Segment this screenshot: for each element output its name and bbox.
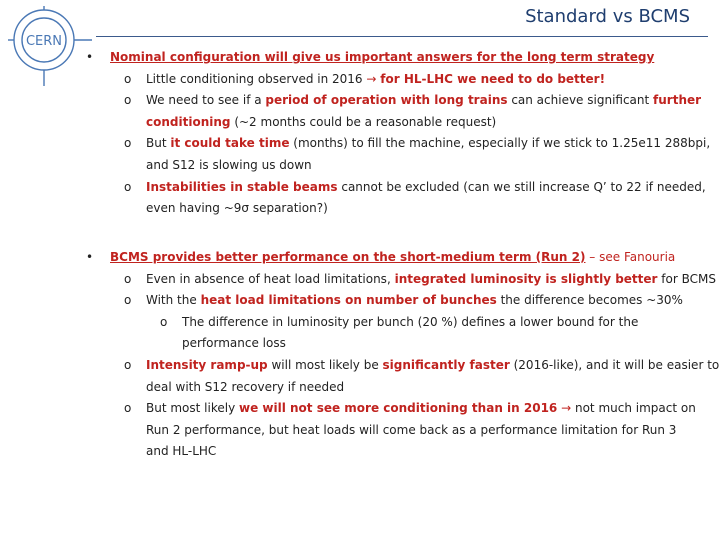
sub-bullet-continuation (86, 420, 706, 442)
sub-sub-bullet-line (86, 312, 706, 334)
cern-logo (8, 6, 92, 86)
title-divider (96, 36, 708, 37)
sub-sub-bullet-marker: o (160, 314, 168, 329)
sub-emphasis: heat load limitations on number of bunches (200, 293, 497, 308)
bullet-marker: • (86, 50, 94, 64)
sub-bullet-marker: o (124, 71, 132, 86)
bullet-line (86, 247, 706, 269)
sub-text: not much impact on (571, 401, 696, 416)
sub-bullet-marker: o (124, 271, 132, 286)
sub-bullet-marker: o (124, 357, 132, 372)
sub-text: We need to see if a (146, 93, 266, 108)
sub-sub-bullet-continuation (86, 333, 706, 355)
sub-text: cannot be excluded (can we still increase Q’ to 22 if needed, (337, 179, 706, 194)
sub-bullet-line (86, 177, 706, 199)
sub-bullet-continuation (86, 155, 706, 177)
sub-emphasis: conditioning (146, 114, 231, 129)
sub-bullet-marker: o (124, 293, 132, 308)
sub-bullet-marker: o (124, 136, 132, 151)
sub-text: (months) to fill the machine, especially if we stick to 1.25e11 288bpi, (289, 136, 711, 151)
arrow-icon: → (561, 401, 572, 416)
bullet-bcms-performance (86, 247, 720, 463)
sub-text: deal with S12 recovery if needed (146, 379, 345, 394)
bullet-heading: BCMS provides better performance on the short-medium term (Run 2) (110, 250, 586, 264)
sub-bullet-marker: o (124, 401, 132, 416)
sub-bullet-line (86, 269, 716, 291)
bullet-marker: • (86, 250, 94, 264)
bullet-line (86, 47, 706, 69)
sub-emphasis: we will not see more conditioning than in 2016 (238, 401, 558, 416)
sub-emphasis: further (653, 93, 702, 108)
sub-text: can achieve significant (507, 93, 654, 108)
sub-bullet-line (86, 69, 706, 91)
arrow-icon: → (366, 71, 377, 86)
sub-emphasis: period of operation with long trains (265, 93, 508, 108)
sub-bullet-marker: o (124, 93, 132, 108)
sub-emphasis: for HL-LHC we need to do better! (380, 71, 606, 86)
sub-text: With the (146, 293, 201, 308)
sub-bullet-line (86, 355, 720, 377)
sub-text: The difference in luminosity per bunch (20 %) defines a lower bound for the (182, 314, 639, 329)
sub-bullet-line (86, 90, 706, 112)
sub-text: and HL-LHC (146, 444, 217, 459)
sub-text: Run 2 performance, but heat loads will come back as a performance limitation for Run 3 (146, 422, 677, 437)
sub-text: (2016-like), and it will be easier to (509, 357, 720, 372)
sub-emphasis: it could take time (170, 136, 290, 151)
sub-bullet-line (86, 290, 706, 312)
sub-text: even having ~9σ separation?) (146, 201, 328, 216)
cern-logo-text: CERN (25, 34, 63, 49)
sub-bullet-continuation (86, 377, 706, 399)
sub-text: But most likely (146, 401, 239, 416)
sub-emphasis: integrated luminosity is slightly better (394, 271, 658, 286)
bullet-heading-tail: – see Fanouria (585, 250, 676, 264)
sub-text: But (146, 136, 171, 151)
sub-text: (~2 months could be a reasonable request) (230, 114, 497, 129)
bullet-heading: Nominal configuration will give us important answers for the long term strategy (110, 50, 655, 64)
sub-text: Even in absence of heat load limitations, (146, 271, 395, 286)
sub-text: will most likely be (267, 357, 383, 372)
sub-text: and S12 is slowing us down (146, 157, 312, 172)
sub-text: the difference becomes ~30% (496, 293, 683, 308)
bullet-nominal-configuration (86, 47, 711, 220)
sub-bullet-continuation (86, 198, 706, 220)
sub-text: Little conditioning observed in 2016 (146, 71, 367, 86)
sub-bullet-line (86, 398, 706, 420)
sub-bullet-continuation (86, 112, 706, 134)
sub-text: performance loss (182, 336, 286, 351)
page-title: Standard vs BCMS (525, 6, 690, 27)
sub-text: for BCMS (657, 271, 716, 286)
sub-bullet-continuation (86, 441, 706, 463)
sub-emphasis: significantly faster (382, 357, 510, 372)
sub-emphasis: Instabilities in stable beams (146, 179, 338, 194)
sub-bullet-line (86, 133, 711, 155)
sub-emphasis: Intensity ramp-up (146, 357, 268, 372)
sub-bullet-marker: o (124, 179, 132, 194)
